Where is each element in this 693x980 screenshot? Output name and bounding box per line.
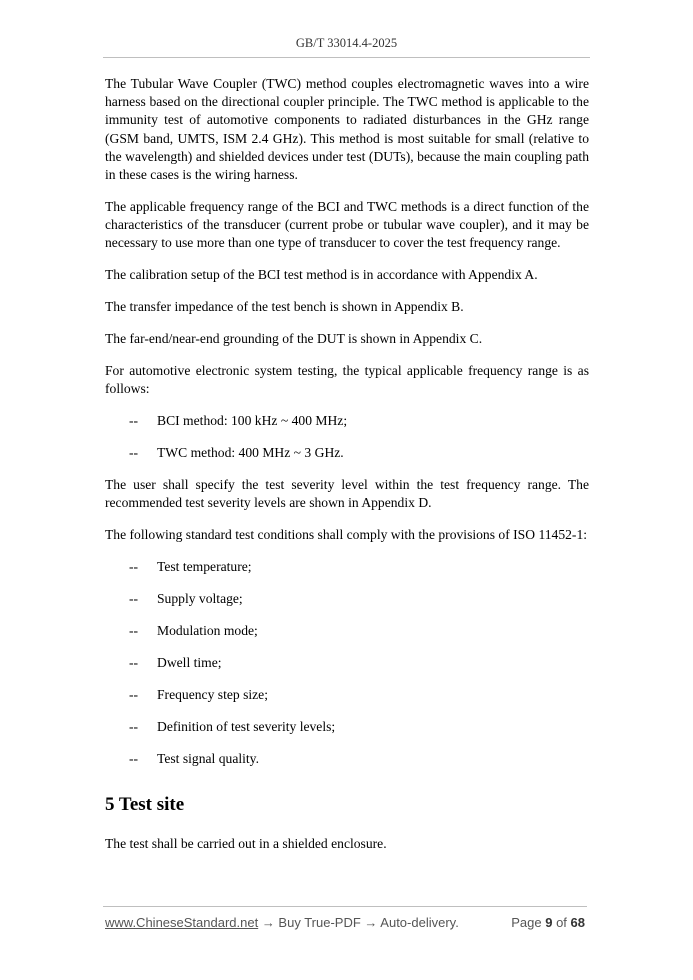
page-number: 9 [545,915,553,930]
paragraph-calibration: The calibration setup of the BCI test method is in accordance with Appendix A. [105,267,538,283]
list-item [105,622,589,640]
of-label: of [556,915,567,930]
page-footer [105,915,585,930]
website-link[interactable]: www.ChineseStandard.net [105,915,259,930]
list-dash: -- [129,590,139,606]
list-dash: -- [129,654,139,670]
paragraph-severity-level: The user shall specify the test severity level within the test frequency range. The recommended test severity levels are shown in Appendix D. [105,476,589,511]
section-heading: 5 Test site [105,794,185,816]
list-item [105,654,589,672]
list-item-text: TWC method: 400 MHz ~ 3 GHz. [157,444,344,460]
list-item [105,444,589,462]
list-item-text: Supply voltage; [157,590,243,606]
paragraph-typical-range: For automotive electronic system testing, the typical applicable frequency range is as follows: [105,362,589,397]
page-label: Page [511,915,542,930]
list-dash: -- [129,622,139,638]
paragraph-twc-method: The Tubular Wave Coupler (TWC) method couples electromagnetic waves into a wire harness based on the directional coupler principle. The TWC method is applicable to the immunity test of automotive components to radiated disturbances in the GHz range (GSM band, UMTS, ISM 2.4 GHz). This method is most suitable for small (relative to the wavelength) and shielded devices under test (DUTs), because the main coupling path in these cases is the wiring harness. [105,76,589,183]
paragraph-transfer-impedance: The transfer impedance of the test bench is shown in Appendix B. [105,299,464,315]
footer-divider [103,906,587,907]
paragraph-standard-conditions: The following standard test conditions shall comply with the provisions of ISO 11452-1: [105,527,588,543]
footer-promo [105,915,459,930]
list-item-text: Modulation mode; [157,622,258,638]
list-item [105,590,589,608]
list-item-text: Frequency step size; [157,686,268,702]
list-item-text: Definition of test severity levels; [157,718,336,734]
paragraph-grounding: The far-end/near-end grounding of the DUT is shown in Appendix C. [105,330,483,346]
list-dash: -- [129,686,139,702]
list-item [105,750,589,768]
paragraph-frequency-range: The applicable frequency range of the BCI and TWC methods is a direct function of the characteristics of the transducer (current probe or tubular wave coupler), and it may be necessary to use more than one type of transducer to cover the test frequency range. [105,198,589,251]
list-item-text: Test signal quality. [157,750,259,766]
paragraph-test-site: The test shall be carried out in a shielded enclosure. [105,836,387,852]
list-dash: -- [129,750,139,766]
page-body [105,75,589,867]
document-number-header: GB/T 33014.4-2025 [295,36,398,50]
footer-tagline: → Buy True-PDF → Auto-delivery. [258,915,459,930]
total-pages: 68 [570,915,585,930]
list-dash: -- [129,412,139,428]
list-item-text: Dwell time; [157,654,222,670]
list-dash: -- [129,558,139,574]
list-item [105,558,589,576]
page-indicator [511,915,585,930]
list-item-text: BCI method: 100 kHz ~ 400 MHz; [157,412,348,428]
list-dash: -- [129,718,139,734]
list-item [105,412,589,430]
list-dash: -- [129,444,139,460]
header-divider [103,57,590,58]
list-item-text: Test temperature; [157,558,252,574]
list-item [105,718,589,736]
list-item [105,686,589,704]
